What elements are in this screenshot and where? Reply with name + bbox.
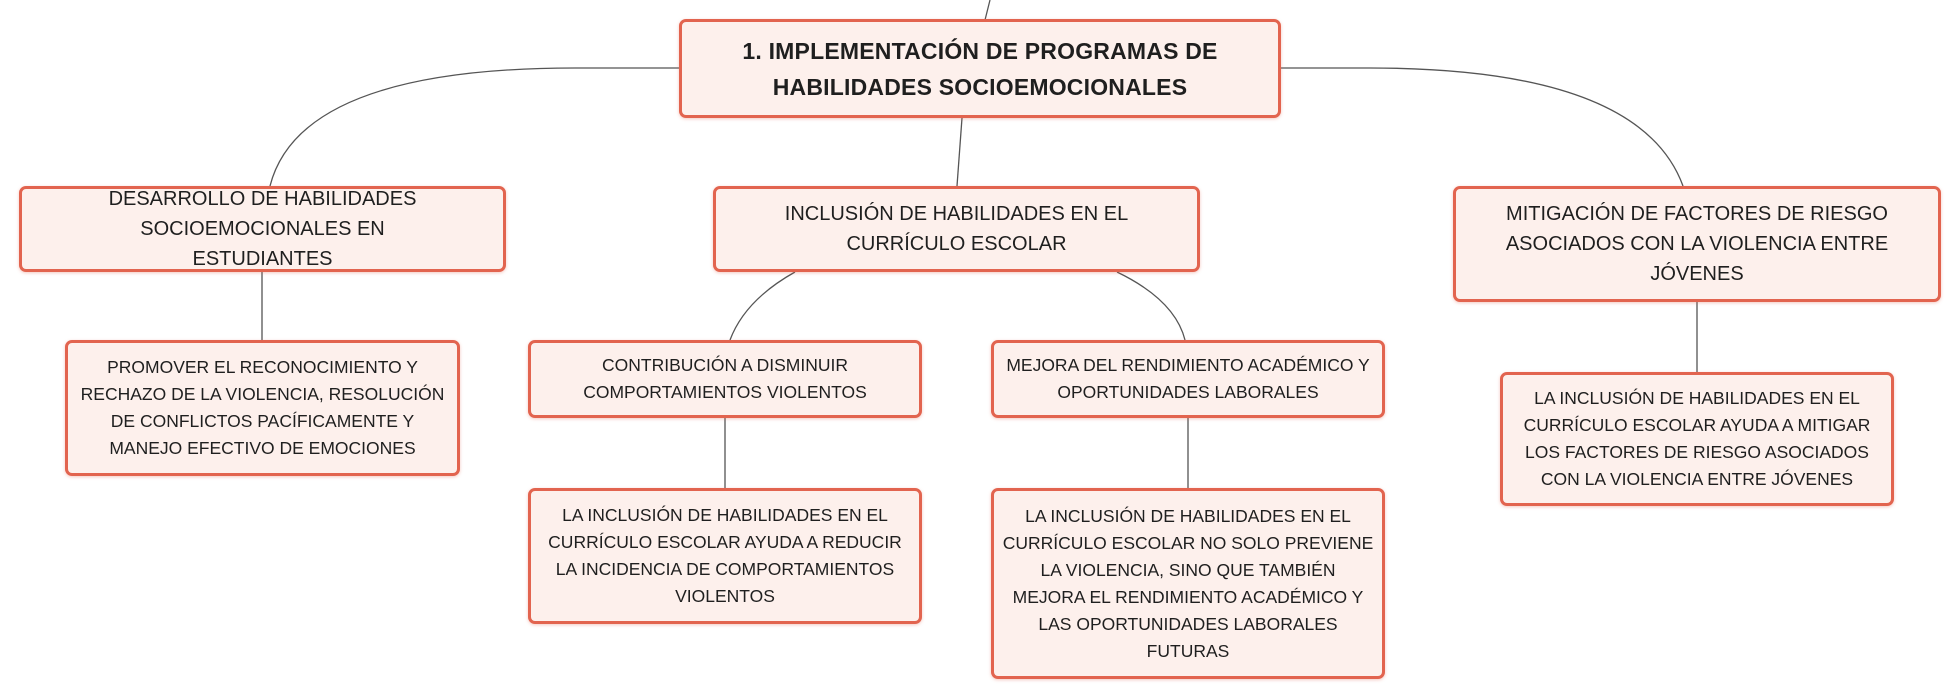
root-topic-label: 1. IMPLEMENTACIÓN DE PROGRAMAS DE HABILIDADES SOCIOEMOCIONALES — [742, 37, 1218, 100]
connector-root-to-branch-1 — [270, 68, 680, 186]
leaf-mitigar-label: LA INCLUSIÓN DE HABILIDADES EN EL CURRÍCULO ESCOLAR AYUDA A MITIGAR LOS FACTORES DE RIESGO ASOCIADOS CON LA VIOLENCIA ENTRE JÓVENES — [1523, 388, 1871, 489]
leaf-reducir[interactable] — [528, 488, 922, 624]
connector-root-parent — [985, 0, 990, 20]
branch-mitigacion-label: MITIGACIÓN DE FACTORES DE RIESGO ASOCIADOS CON LA VIOLENCIA ENTRE JÓVENES — [1505, 203, 1889, 285]
connector-root-to-branch-3 — [1280, 68, 1683, 186]
branch-desarrollo[interactable] — [19, 186, 506, 272]
leaf-previene[interactable] — [991, 488, 1385, 679]
root-topic[interactable] — [679, 19, 1281, 118]
leaf-mitigar[interactable] — [1500, 372, 1894, 506]
leaf-promover-label: PROMOVER EL RECONOCIMIENTO Y RECHAZO DE LA VIOLENCIA, RESOLUCIÓN DE CONFLICTOS PACÍFICAMENTE Y MANEJO EFECTIVO DE EMOCIONES — [80, 357, 445, 458]
branch-mitigacion[interactable] — [1453, 186, 1941, 302]
connector-branch-2-to-sub-1 — [730, 272, 795, 340]
leaf-previene-label: LA INCLUSIÓN DE HABILIDADES EN EL CURRÍCULO ESCOLAR NO SOLO PREVIENE LA VIOLENCIA, SINO QUE TAMBIÉN MEJORA EL RENDIMIENTO ACADÉMICO Y LAS OPORTUNIDADES LABORALES FUTURAS — [1002, 505, 1374, 661]
branch-inclusion[interactable] — [713, 186, 1200, 272]
leaf-reducir-label: LA INCLUSIÓN DE HABILIDADES EN EL CURRÍCULO ESCOLAR AYUDA A REDUCIR LA INCIDENCIA DE COMPORTAMIENTOS VIOLENTOS — [548, 505, 902, 606]
connector-branch-2-to-sub-2 — [1117, 272, 1185, 340]
sub-branch-mejora[interactable] — [991, 340, 1385, 418]
sub-branch-contribucion-label: CONTRIBUCIÓN A DISMINUIR COMPORTAMIENTOS VIOLENTOS — [583, 355, 867, 402]
branch-inclusion-label: INCLUSIÓN DE HABILIDADES EN EL CURRÍCULO ESCOLAR — [784, 203, 1129, 255]
sub-branch-contribucion[interactable] — [528, 340, 922, 418]
branch-desarrollo-label: DESARROLLO DE HABILIDADES SOCIOEMOCIONALES EN ESTUDIANTES — [108, 188, 417, 270]
connector-root-to-branch-2 — [957, 118, 962, 186]
sub-branch-mejora-label: MEJORA DEL RENDIMIENTO ACADÉMICO Y OPORTUNIDADES LABORALES — [1006, 355, 1370, 402]
leaf-promover[interactable] — [65, 340, 460, 476]
